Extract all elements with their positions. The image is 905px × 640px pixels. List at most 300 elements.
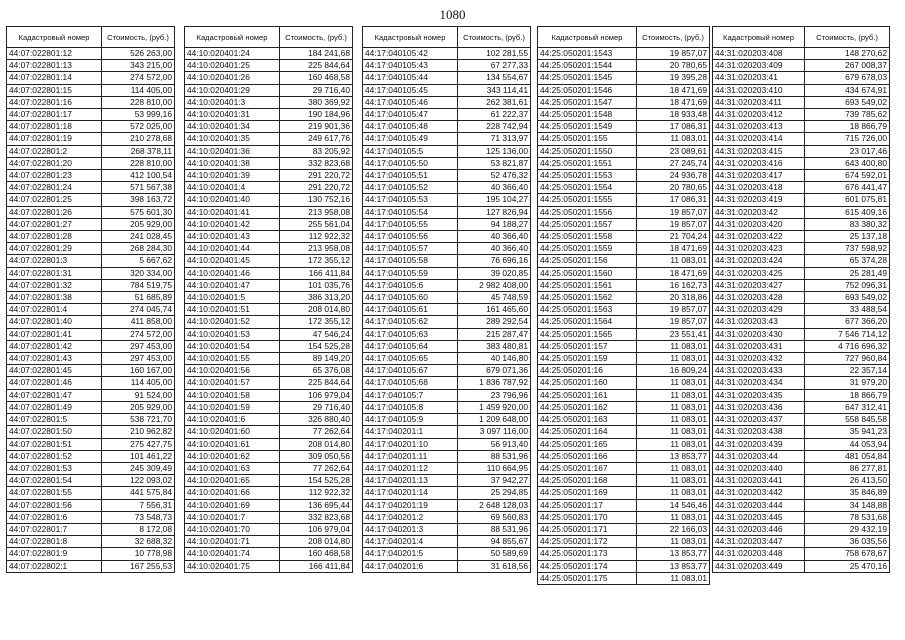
cost-cell: 481 054,84 (805, 450, 890, 462)
cost-cell: 2 648 128,03 (458, 499, 531, 511)
cadastral-number-cell: 44:25:050201:1564 (538, 316, 637, 328)
table-row (7, 536, 175, 548)
cadastral-number-cell: 44:17:040201:2 (363, 511, 458, 523)
cost-cell: 526 263,00 (102, 48, 175, 60)
table-row (7, 499, 175, 511)
cost-cell: 101 461,22 (102, 450, 175, 462)
cadastral-number-cell: 44:07:022801:41 (7, 328, 102, 340)
table-row (538, 511, 710, 523)
cost-cell: 22 357,14 (805, 365, 890, 377)
table-header-row (538, 27, 710, 48)
cadastral-number-cell: 44:07:022802:1 (7, 560, 102, 572)
cost-cell: 575 601,30 (102, 206, 175, 218)
cadastral-number-cell: 44:07:022801:32 (7, 279, 102, 291)
table-row (538, 487, 710, 499)
table-row (538, 292, 710, 304)
cadastral-number-cell: 44:31:020203:429 (713, 304, 805, 316)
table-row (185, 96, 353, 108)
cost-cell: 51 685,89 (102, 292, 175, 304)
cost-cell: 11 083,01 (637, 462, 710, 474)
table-row (185, 109, 353, 121)
cost-cell: 291 220,72 (280, 170, 353, 182)
cadastral-number-cell: 44:31:020203:417 (713, 170, 805, 182)
cadastral-number-cell: 44:10:020401:40 (185, 194, 280, 206)
cost-cell: 228 742,94 (458, 121, 531, 133)
cadastral-number-cell: 44:10:020401:51 (185, 304, 280, 316)
cost-cell: 16 162,73 (637, 279, 710, 291)
cost-cell: 23 551,41 (637, 328, 710, 340)
cost-cell: 676 441,47 (805, 182, 890, 194)
table-row (7, 487, 175, 499)
cadastral-number-cell: 44:31:020203:44 (713, 450, 805, 462)
table-row (713, 60, 890, 72)
table-row (185, 279, 353, 291)
cadastral-number-cell: 44:17:040105:53 (363, 194, 458, 206)
cost-cell: 20 318,86 (637, 292, 710, 304)
cadastral-number-cell: 44:07:022801:16 (7, 96, 102, 108)
table-row (713, 170, 890, 182)
table-row (7, 560, 175, 572)
cost-cell: 4 716 696,32 (805, 340, 890, 352)
cost-cell: 122 093,02 (102, 475, 175, 487)
table-row (713, 523, 890, 535)
header-cost: Стоимость, (руб.) (805, 27, 890, 48)
table-row (7, 475, 175, 487)
table-row (363, 218, 531, 230)
table-row (538, 414, 710, 426)
cost-cell: 114 405,00 (102, 84, 175, 96)
table-row (185, 414, 353, 426)
header-cost: Стоимость, (руб.) (458, 27, 531, 48)
cadastral-number-cell: 44:31:020203:418 (713, 182, 805, 194)
table-row (185, 231, 353, 243)
table-row (185, 292, 353, 304)
cost-cell: 434 674,91 (805, 84, 890, 96)
cadastral-number-cell: 44:25:050201:1548 (538, 109, 637, 121)
cost-cell: 647 312,41 (805, 401, 890, 413)
cadastral-number-cell: 44:25:050201:160 (538, 377, 637, 389)
table-row (185, 353, 353, 365)
cost-cell: 538 721,70 (102, 414, 175, 426)
cost-cell: 27 245,74 (637, 157, 710, 169)
table-row (538, 109, 710, 121)
cost-cell: 18 471,69 (637, 96, 710, 108)
table-row (185, 48, 353, 60)
cost-cell: 25 470,16 (805, 560, 890, 572)
table-row (538, 304, 710, 316)
cadastral-number-cell: 44:07:022801:46 (7, 377, 102, 389)
table-row (185, 267, 353, 279)
cost-cell: 737 598,92 (805, 243, 890, 255)
cadastral-number-cell: 44:25:050201:1545 (538, 72, 637, 84)
cost-cell: 213 958,08 (280, 243, 353, 255)
table-row (7, 279, 175, 291)
cost-cell: 11 083,01 (637, 133, 710, 145)
cadastral-number-cell: 44:17:040105:6 (363, 279, 458, 291)
table-row (713, 194, 890, 206)
table-row (185, 462, 353, 474)
cadastral-number-cell: 44:25:050201:1563 (538, 304, 637, 316)
table-row (713, 231, 890, 243)
cadastral-number-cell: 44:10:020401:69 (185, 499, 280, 511)
cadastral-number-cell: 44:25:050201:1554 (538, 182, 637, 194)
cadastral-number-cell: 44:17:040105:47 (363, 109, 458, 121)
table-header-row (363, 27, 531, 48)
table-row (713, 206, 890, 218)
table-row (7, 365, 175, 377)
cadastral-table (362, 26, 531, 573)
cost-cell: 615 409,16 (805, 206, 890, 218)
cadastral-number-cell: 44:31:020203:433 (713, 365, 805, 377)
cost-cell: 94 855,67 (458, 536, 531, 548)
table-row (713, 511, 890, 523)
cost-cell: 83 380,32 (805, 218, 890, 230)
table-row (7, 450, 175, 462)
cost-cell: 1 836 787,92 (458, 377, 531, 389)
table-row (538, 145, 710, 157)
cadastral-number-cell: 44:10:020401:65 (185, 475, 280, 487)
cadastral-number-cell: 44:25:050201:1544 (538, 60, 637, 72)
cadastral-number-cell: 44:17:040105:64 (363, 340, 458, 352)
cost-cell: 11 083,01 (637, 414, 710, 426)
cost-cell: 160 468,58 (280, 72, 353, 84)
cadastral-number-cell: 44:25:050201:1549 (538, 121, 637, 133)
table-row (185, 426, 353, 438)
table-row (713, 548, 890, 560)
cost-cell: 11 083,01 (637, 487, 710, 499)
cost-cell: 19 395,28 (637, 72, 710, 84)
cost-cell: 208 014,80 (280, 536, 353, 548)
cadastral-number-cell: 44:07:022801:47 (7, 389, 102, 401)
table-row (7, 194, 175, 206)
cost-cell: 398 163,72 (102, 194, 175, 206)
table-row (713, 475, 890, 487)
cadastral-number-cell: 44:10:020401:62 (185, 450, 280, 462)
table-row (538, 340, 710, 352)
table-row (7, 145, 175, 157)
table-row (185, 511, 353, 523)
cost-cell: 16 809,24 (637, 365, 710, 377)
cost-cell: 274 045,74 (102, 304, 175, 316)
cadastral-number-cell: 44:17:040105:42 (363, 48, 458, 60)
table-row (7, 133, 175, 145)
cost-cell: 50 589,69 (458, 548, 531, 560)
cost-cell: 7 556,31 (102, 499, 175, 511)
header-cost: Стоимость, (руб.) (280, 27, 353, 48)
cost-cell: 23 017,46 (805, 145, 890, 157)
cost-cell: 249 617,76 (280, 133, 353, 145)
cost-cell: 106 979,04 (280, 389, 353, 401)
cadastral-number-cell: 44:31:020203:409 (713, 60, 805, 72)
cost-cell: 332 823,68 (280, 157, 353, 169)
cadastral-number-cell: 44:25:050201:1559 (538, 243, 637, 255)
cadastral-number-cell: 44:17:040201:4 (363, 536, 458, 548)
cadastral-number-cell: 44:31:020203:434 (713, 377, 805, 389)
cost-cell: 33 488,54 (805, 304, 890, 316)
cost-cell: 160 167,00 (102, 365, 175, 377)
cost-cell: 29 716,40 (280, 84, 353, 96)
cost-cell: 205 929,00 (102, 401, 175, 413)
table-row (363, 121, 531, 133)
cost-cell: 2 982 408,00 (458, 279, 531, 291)
cost-cell: 161 465,60 (458, 304, 531, 316)
table-row (538, 450, 710, 462)
cost-cell: 166 411,84 (280, 560, 353, 572)
cadastral-number-cell: 44:07:022801:24 (7, 182, 102, 194)
table-row (538, 389, 710, 401)
cadastral-number-cell: 44:31:020203:442 (713, 487, 805, 499)
cost-cell: 35 941,23 (805, 426, 890, 438)
table-row (713, 560, 890, 572)
cadastral-number-cell: 44:07:022801:14 (7, 72, 102, 84)
table-row (363, 145, 531, 157)
table-row (713, 109, 890, 121)
cost-cell: 77 262,64 (280, 462, 353, 474)
table-row (7, 353, 175, 365)
cost-cell: 11 083,01 (637, 255, 710, 267)
cost-cell: 127 826,94 (458, 206, 531, 218)
cost-cell: 172 355,12 (280, 255, 353, 267)
table-row (185, 243, 353, 255)
cadastral-number-cell: 44:25:050201:1543 (538, 48, 637, 60)
cadastral-number-cell: 44:25:050201:1553 (538, 170, 637, 182)
table-row (7, 414, 175, 426)
cadastral-number-cell: 44:17:040201:5 (363, 548, 458, 560)
table-row (538, 401, 710, 413)
table-row (7, 121, 175, 133)
cost-cell: 25 294,85 (458, 487, 531, 499)
cost-cell: 23 089,61 (637, 145, 710, 157)
cost-cell: 386 313,20 (280, 292, 353, 304)
table-row (713, 536, 890, 548)
cost-cell: 245 309,49 (102, 462, 175, 474)
table-row (713, 48, 890, 60)
cadastral-number-cell: 44:25:050201:173 (538, 548, 637, 560)
cost-cell: 693 549,02 (805, 96, 890, 108)
cost-cell: 11 083,01 (637, 572, 710, 584)
cost-cell: 36 035,56 (805, 536, 890, 548)
cost-cell: 208 014,80 (280, 304, 353, 316)
cadastral-number-cell: 44:25:050201:155 (538, 133, 637, 145)
cadastral-number-cell: 44:25:050201:1551 (538, 157, 637, 169)
cost-cell: 1 459 920,00 (458, 401, 531, 413)
cadastral-number-cell: 44:17:040105:62 (363, 316, 458, 328)
table-row (7, 438, 175, 450)
table-row (185, 475, 353, 487)
table-row (538, 438, 710, 450)
table-row (185, 157, 353, 169)
cost-cell: 44 053,94 (805, 438, 890, 450)
table-row (363, 353, 531, 365)
table-row (7, 255, 175, 267)
table-row (363, 560, 531, 572)
cost-cell: 225 844,64 (280, 377, 353, 389)
table-row (538, 523, 710, 535)
cadastral-number-cell: 44:25:050201:1557 (538, 218, 637, 230)
cost-cell: 160 468,58 (280, 548, 353, 560)
table-row (363, 536, 531, 548)
table-row (713, 487, 890, 499)
table-row (713, 279, 890, 291)
table-row (538, 499, 710, 511)
table-row (7, 328, 175, 340)
table-row (7, 157, 175, 169)
cadastral-number-cell: 44:31:020203:415 (713, 145, 805, 157)
cost-cell: 130 752,16 (280, 194, 353, 206)
cost-cell: 674 592,01 (805, 170, 890, 182)
cost-cell: 40 366,40 (458, 243, 531, 255)
cost-cell: 679 071,36 (458, 365, 531, 377)
cadastral-number-cell: 44:10:020401:57 (185, 377, 280, 389)
table-row (363, 72, 531, 84)
cost-cell: 19 857,07 (637, 48, 710, 60)
cadastral-number-cell: 44:25:050201:169 (538, 487, 637, 499)
cost-cell: 78 531,68 (805, 511, 890, 523)
cadastral-number-cell: 44:17:040105:49 (363, 133, 458, 145)
table-row (538, 548, 710, 560)
cadastral-number-cell: 44:17:040201:3 (363, 523, 458, 535)
table-row (185, 438, 353, 450)
table-row (185, 328, 353, 340)
cost-cell: 23 796,96 (458, 389, 531, 401)
cost-cell: 19 857,07 (637, 304, 710, 316)
table-header-row (713, 27, 890, 48)
table-row (363, 279, 531, 291)
page-number: 1080 (439, 7, 466, 22)
cost-cell: 76 696,16 (458, 255, 531, 267)
cadastral-number-cell: 44:31:020203:43 (713, 316, 805, 328)
table-row (185, 316, 353, 328)
table-row (538, 572, 710, 584)
cadastral-number-cell: 44:10:020401:59 (185, 401, 280, 413)
cadastral-number-cell: 44:31:020203:438 (713, 426, 805, 438)
cadastral-number-cell: 44:10:020401:6 (185, 414, 280, 426)
cost-cell: 20 780,65 (637, 182, 710, 194)
cost-cell: 784 519,75 (102, 279, 175, 291)
cost-cell: 225 844,64 (280, 60, 353, 72)
table-row (538, 194, 710, 206)
cadastral-number-cell: 44:17:040105:55 (363, 218, 458, 230)
table-row (363, 157, 531, 169)
table-row (363, 414, 531, 426)
header-cadastral-number: Кадастровый номер (185, 27, 280, 48)
table-row (538, 426, 710, 438)
cadastral-number-cell: 44:31:020203:414 (713, 133, 805, 145)
cost-cell: 309 050,56 (280, 450, 353, 462)
table-row (713, 255, 890, 267)
cadastral-number-cell: 44:25:050201:17 (538, 499, 637, 511)
cost-cell: 22 166,03 (637, 523, 710, 535)
cadastral-number-cell: 44:07:022801:55 (7, 487, 102, 499)
cost-cell: 11 083,01 (637, 511, 710, 523)
cadastral-number-cell: 44:17:040105:7 (363, 389, 458, 401)
table-row (7, 48, 175, 60)
table-row (363, 206, 531, 218)
cadastral-number-cell: 44:10:020401:25 (185, 60, 280, 72)
cadastral-number-cell: 44:10:020401:55 (185, 353, 280, 365)
cost-cell: 18 471,69 (637, 267, 710, 279)
cost-cell: 11 083,01 (637, 475, 710, 487)
cost-cell: 86 277,81 (805, 462, 890, 474)
cadastral-number-cell: 44:25:050201:167 (538, 462, 637, 474)
table-row (185, 84, 353, 96)
cost-cell: 380 369,92 (280, 96, 353, 108)
table-row (363, 365, 531, 377)
cadastral-number-cell: 44:10:020401:5 (185, 292, 280, 304)
cadastral-number-cell: 44:10:020401:24 (185, 48, 280, 60)
cadastral-number-cell: 44:31:020203:419 (713, 194, 805, 206)
cadastral-number-cell: 44:25:050201:1560 (538, 267, 637, 279)
table-row (185, 487, 353, 499)
table-row (7, 243, 175, 255)
table-row (7, 231, 175, 243)
cadastral-number-cell: 44:10:020401:7 (185, 511, 280, 523)
cadastral-number-cell: 44:10:020401:70 (185, 523, 280, 535)
cadastral-number-cell: 44:31:020203:441 (713, 475, 805, 487)
cadastral-number-cell: 44:10:020401:47 (185, 279, 280, 291)
header-cadastral-number: Кадастровый номер (7, 27, 102, 48)
table-row (363, 377, 531, 389)
cadastral-number-cell: 44:25:050201:172 (538, 536, 637, 548)
cadastral-number-cell: 44:07:022801:12 (7, 48, 102, 60)
table-row (7, 84, 175, 96)
table-row (7, 72, 175, 84)
cadastral-number-cell: 44:10:020401:74 (185, 548, 280, 560)
cost-cell: 65 374,28 (805, 255, 890, 267)
table-row (713, 462, 890, 474)
cost-cell: 56 913,40 (458, 438, 531, 450)
cost-cell: 11 083,01 (637, 389, 710, 401)
table-row (7, 462, 175, 474)
cadastral-number-cell: 44:31:020203:432 (713, 353, 805, 365)
table-row (7, 523, 175, 535)
table-row (7, 206, 175, 218)
cost-cell: 195 104,27 (458, 194, 531, 206)
table-row (185, 499, 353, 511)
cadastral-number-cell: 44:25:050201:166 (538, 450, 637, 462)
cadastral-number-cell: 44:17:040105:52 (363, 182, 458, 194)
cost-cell: 19 857,07 (637, 206, 710, 218)
cadastral-number-cell: 44:25:050201:170 (538, 511, 637, 523)
table-row (538, 267, 710, 279)
cadastral-number-cell: 44:31:020203:413 (713, 121, 805, 133)
cadastral-number-cell: 44:31:020203:435 (713, 389, 805, 401)
cadastral-number-cell: 44:31:020203:423 (713, 243, 805, 255)
cost-cell: 31 979,20 (805, 377, 890, 389)
cadastral-number-cell: 44:07:022801:40 (7, 316, 102, 328)
cadastral-number-cell: 44:17:040105:9 (363, 414, 458, 426)
cost-cell: 101 035,76 (280, 279, 353, 291)
table-row (538, 84, 710, 96)
cost-cell: 14 546,46 (637, 499, 710, 511)
table-row (713, 182, 890, 194)
table-row (185, 60, 353, 72)
cost-cell: 10 778,98 (102, 548, 175, 560)
table-row (363, 292, 531, 304)
cadastral-number-cell: 44:10:020401:58 (185, 389, 280, 401)
cadastral-number-cell: 44:25:050201:175 (538, 572, 637, 584)
cadastral-number-cell: 44:31:020203:436 (713, 401, 805, 413)
table-row (363, 133, 531, 145)
table-row (7, 340, 175, 352)
cost-cell: 18 471,69 (637, 84, 710, 96)
table-row (185, 377, 353, 389)
cost-cell: 18 471,69 (637, 243, 710, 255)
cadastral-number-cell: 44:10:020401:29 (185, 84, 280, 96)
cadastral-number-cell: 44:17:040105:65 (363, 353, 458, 365)
cadastral-number-cell: 44:10:020401:46 (185, 267, 280, 279)
cadastral-number-cell: 44:17:040201:14 (363, 487, 458, 499)
